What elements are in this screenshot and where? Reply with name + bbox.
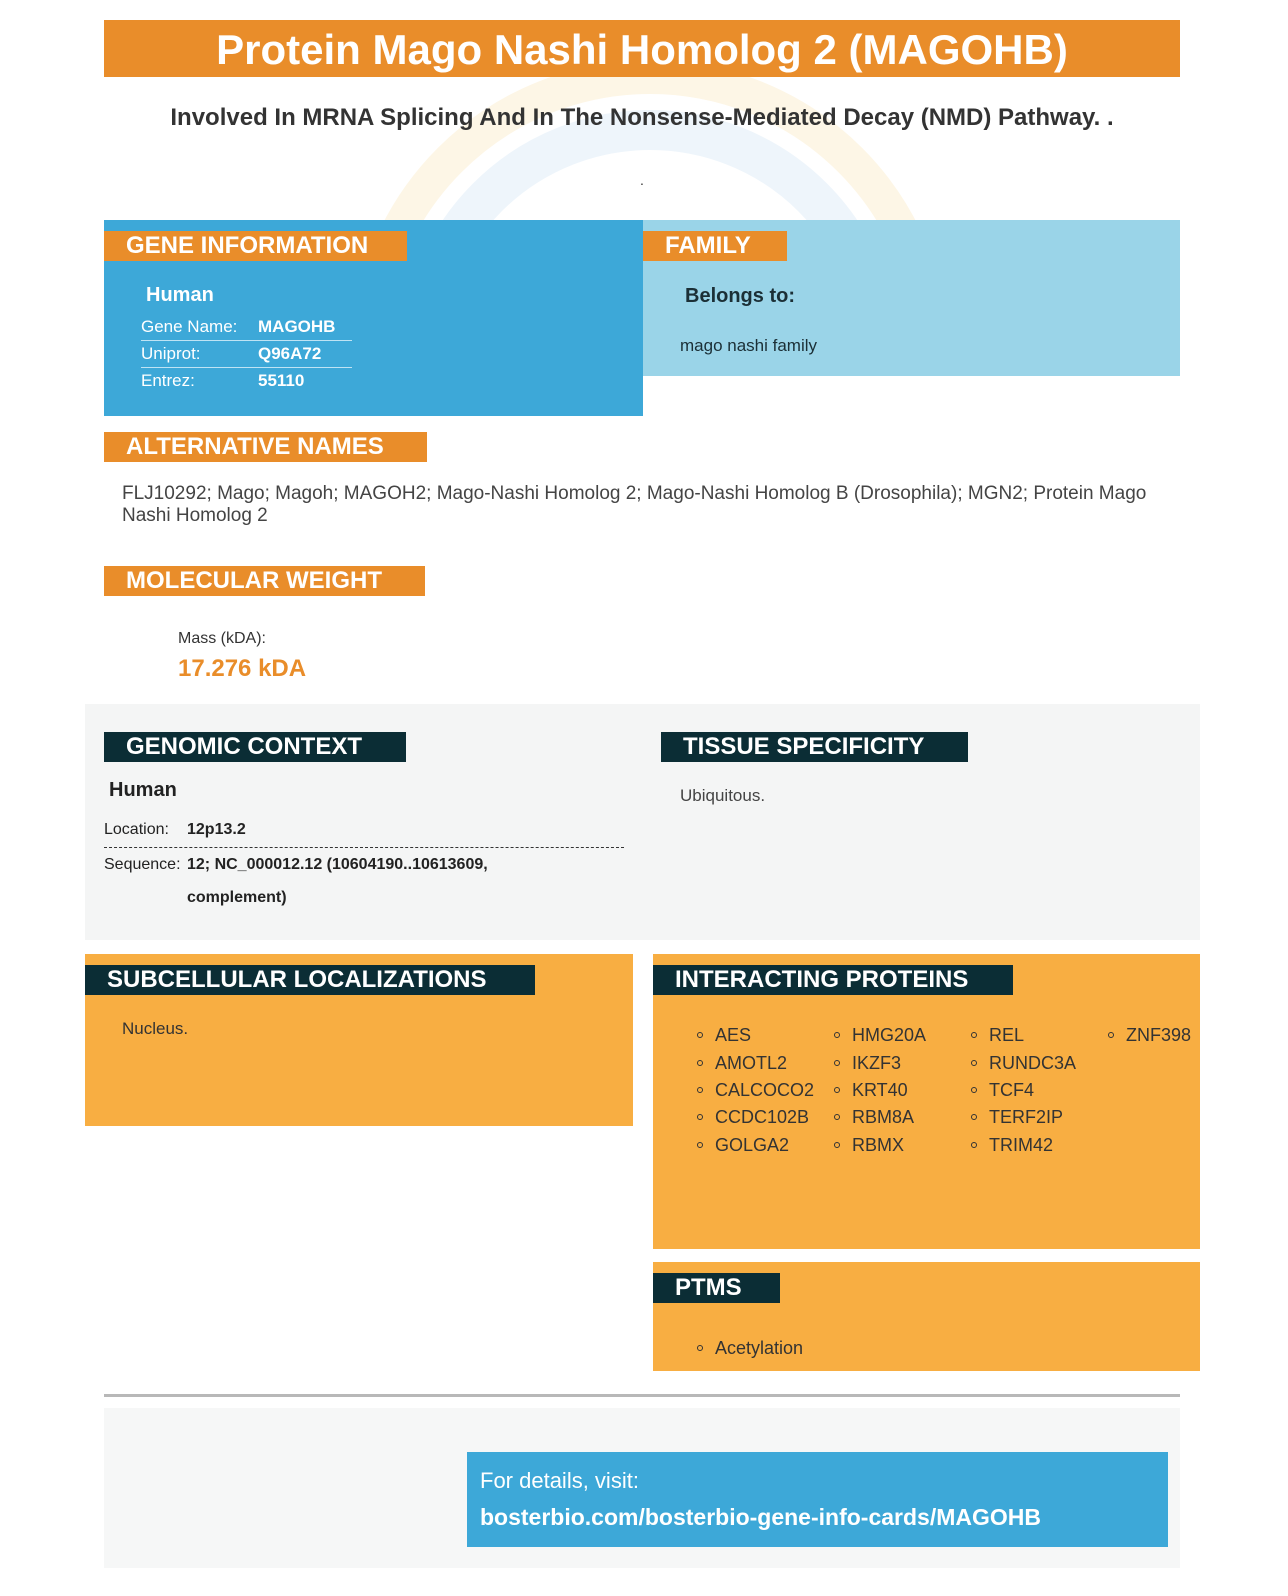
list-bullet <box>834 1060 840 1066</box>
list-bullet <box>697 1032 703 1038</box>
gene-information-heading: GENE INFORMATION <box>104 231 407 261</box>
protein-item: AES <box>715 1025 752 1045</box>
location-value: 12p13.2 <box>187 821 246 838</box>
ptm-item: Acetylation <box>715 1338 804 1358</box>
protein-item: CALCOCO2 <box>715 1080 815 1100</box>
protein-item: REL <box>989 1025 1025 1045</box>
alternative-names-text: FLJ10292; Mago; Magoh; MAGOH2; Mago-Nashi Homolog 2; Mago-Nashi Homolog B (Drosophila); MGN2; Protein Mago Nashi Homolog 2 <box>122 483 1147 526</box>
alternative-names-heading: ALTERNATIVE NAMES <box>104 432 427 462</box>
list-bullet <box>971 1114 977 1120</box>
protein-item: AMOTL2 <box>715 1053 788 1073</box>
family-heading: FAMILY <box>643 231 787 261</box>
gene-organism: Human <box>146 284 214 306</box>
list-bullet <box>697 1087 703 1093</box>
belongs-to-label: Belongs to: <box>685 285 795 307</box>
genomic-context-heading: GENOMIC CONTEXT <box>104 732 406 762</box>
protein-item: TRIM42 <box>989 1135 1054 1155</box>
list-bullet <box>971 1142 977 1148</box>
list-bullet <box>971 1087 977 1093</box>
list-bullet <box>971 1032 977 1038</box>
mass-value: 17.276 kDA <box>178 655 307 682</box>
gene-name-label: Gene Name: <box>141 317 238 336</box>
entrez-value: 55110 <box>258 371 305 390</box>
molecular-weight-heading: MOLECULAR WEIGHT <box>104 566 425 596</box>
row-divider <box>141 340 352 341</box>
interacting-proteins-heading: INTERACTING PROTEINS <box>653 965 1013 995</box>
gene-name-value: MAGOHB <box>258 317 336 336</box>
subcellular-heading: SUBCELLULAR LOCALIZATIONS <box>85 965 535 995</box>
protein-item: TCF4 <box>989 1080 1034 1100</box>
protein-item: CCDC102B <box>715 1107 810 1127</box>
mass-label: Mass (kDA): <box>178 630 266 647</box>
protein-item: KRT40 <box>852 1080 908 1100</box>
protein-item: RBMX <box>852 1135 905 1155</box>
list-bullet <box>834 1142 840 1148</box>
protein-item: IKZF3 <box>852 1053 902 1073</box>
page-subtitle: Involved In MRNA Splicing And In The Nonsense-Mediated Decay (NMD) Pathway. . <box>170 104 1114 131</box>
genomic-organism: Human <box>109 779 177 801</box>
footer-link-box[interactable] <box>467 1452 1168 1547</box>
list-bullet <box>697 1114 703 1120</box>
tissue-specificity-heading: TISSUE SPECIFICITY <box>661 732 968 762</box>
row-divider <box>141 367 352 368</box>
list-bullet <box>697 1060 703 1066</box>
list-bullet <box>834 1087 840 1093</box>
location-divider <box>104 847 624 848</box>
ptms-heading: PTMS <box>653 1273 780 1303</box>
interacting-proteins-panel <box>653 954 1200 1249</box>
protein-item: TERF2IP <box>989 1107 1064 1127</box>
subtitle-dot: . <box>640 172 644 188</box>
protein-item: RUNDC3A <box>989 1053 1077 1073</box>
protein-item: HMG20A <box>852 1025 927 1045</box>
family-value: mago nashi family <box>680 336 818 355</box>
uniprot-label: Uniprot: <box>141 344 201 363</box>
watermark-logo <box>350 60 950 230</box>
list-bullet <box>834 1032 840 1038</box>
sequence-label: Sequence: <box>104 856 181 873</box>
entrez-label: Entrez: <box>141 371 195 390</box>
page-title: Protein Mago Nashi Homolog 2 (MAGOHB) <box>104 20 1180 77</box>
location-label: Location: <box>104 821 169 838</box>
list-bullet <box>697 1142 703 1148</box>
list-bullet <box>697 1345 703 1351</box>
subcellular-text: Nucleus. <box>122 1019 189 1038</box>
uniprot-value: Q96A72 <box>258 344 322 363</box>
list-bullet <box>1108 1032 1114 1038</box>
sequence-value-line2: complement) <box>187 889 287 906</box>
sequence-value-line1: 12; NC_000012.12 (10604190..10613609, <box>187 856 488 873</box>
footer-url-link[interactable]: bosterbio.com/bosterbio-gene-info-cards/MAGOHB <box>480 1504 1041 1530</box>
protein-item: RBM8A <box>852 1107 915 1127</box>
protein-item: ZNF398 <box>1126 1025 1192 1045</box>
tissue-specificity-text: Ubiquitous. <box>680 786 766 805</box>
list-bullet <box>971 1060 977 1066</box>
footer-details-label: For details, visit: <box>480 1468 639 1493</box>
footer-divider <box>104 1394 1180 1397</box>
list-bullet <box>834 1114 840 1120</box>
protein-item: GOLGA2 <box>715 1135 790 1155</box>
